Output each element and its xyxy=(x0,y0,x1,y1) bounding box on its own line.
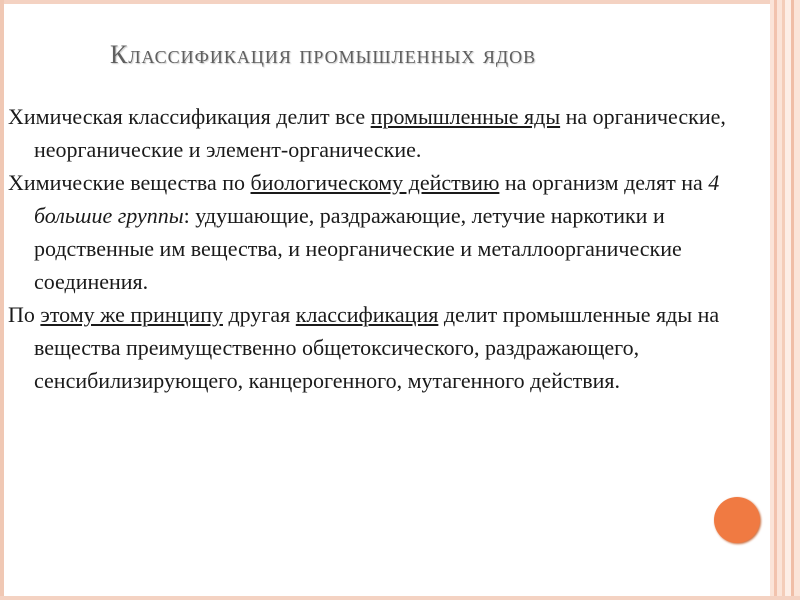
text: другая xyxy=(222,302,296,327)
text: на организм делят на xyxy=(499,170,709,195)
frame-top-border xyxy=(0,0,800,4)
text: : удушающие, раздражающие, летучие наркотики и родственные им вещества, и неорганические и металлоорганические соединения. xyxy=(34,203,682,294)
decorative-orange-circle xyxy=(714,497,760,543)
paragraph-other-classification xyxy=(8,298,748,397)
frame-bottom-border xyxy=(0,596,800,600)
slide-body xyxy=(8,100,748,397)
slide-title: Классификация промышленных ядов xyxy=(110,40,537,69)
text: на органические, неорганические и элемент-органические. xyxy=(34,104,726,162)
frame-right-stripes xyxy=(770,0,800,600)
underlined-term: биологическому действию xyxy=(250,170,500,195)
underlined-term: промышленные яды xyxy=(370,104,561,129)
underlined-term: классификация xyxy=(295,302,439,327)
paragraph-chemical-classification xyxy=(8,100,748,166)
text: Химические вещества по xyxy=(8,170,251,195)
frame-left-border xyxy=(0,0,4,600)
text: По xyxy=(8,302,41,327)
paragraph-biological-action xyxy=(8,166,748,298)
underlined-term: этому же принципу xyxy=(40,302,223,327)
italic-term: 4 большие группы xyxy=(34,170,720,228)
text: Химическая классификация делит все xyxy=(8,104,371,129)
text: делит промышленные яды на вещества преимущественно общетоксического, раздражающего, сенсибилизирующего, канцерогенного, мутагенного действия. xyxy=(34,302,720,393)
